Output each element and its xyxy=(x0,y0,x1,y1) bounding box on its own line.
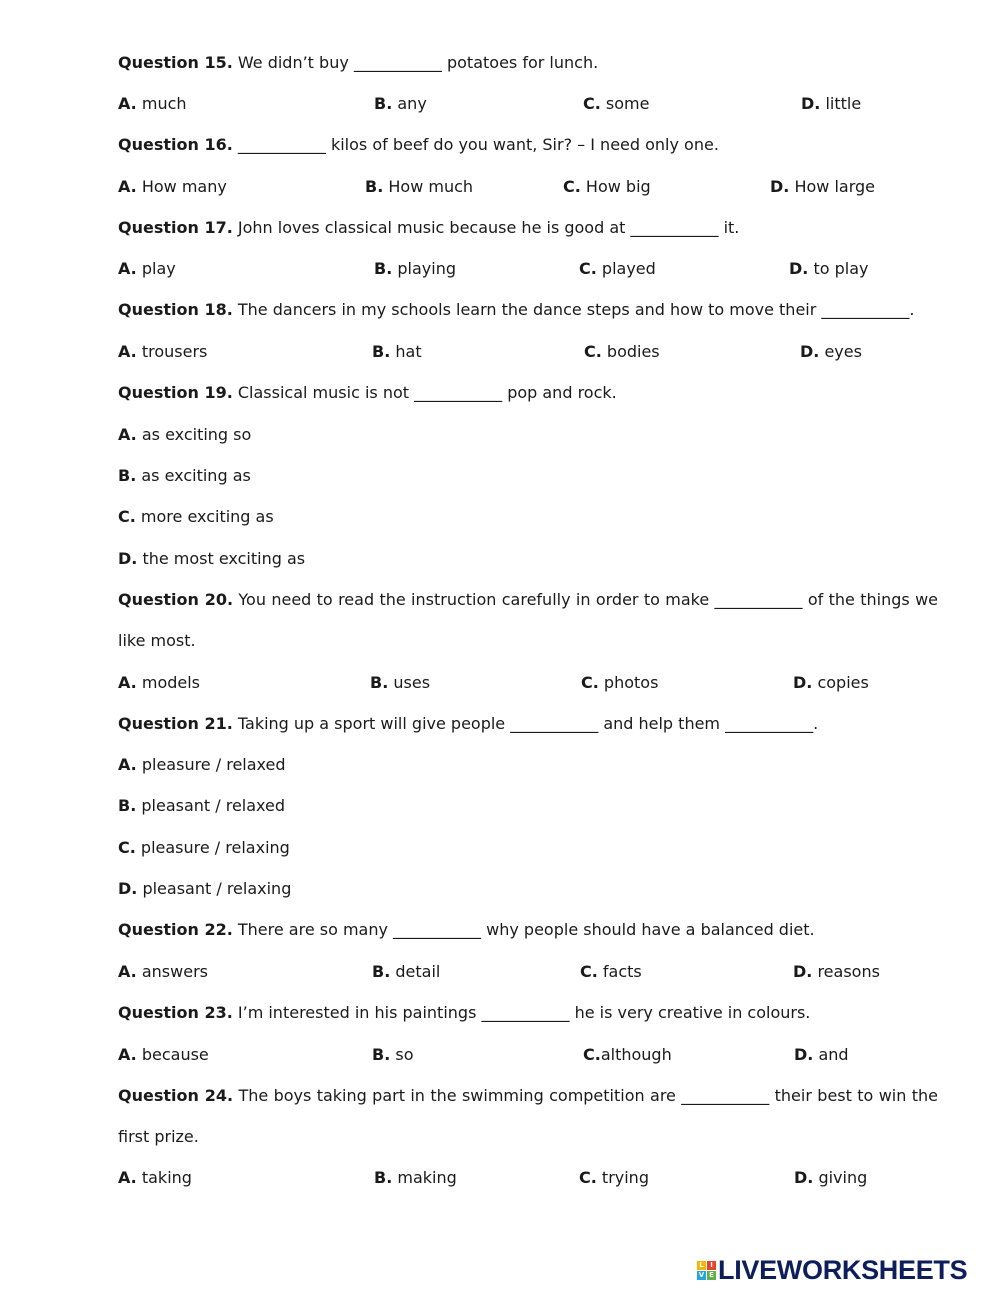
question-text: You need to read the instruction carefully in order to make ___________ of the things we xyxy=(233,590,939,609)
option-text: much xyxy=(136,94,187,113)
option-text: detail xyxy=(390,962,441,981)
option-letter: B. xyxy=(372,962,391,981)
option-letter: C. xyxy=(580,962,598,981)
question-label: Question 19. xyxy=(118,383,233,402)
question-label: Question 18. xyxy=(118,300,233,319)
option-letter: A. xyxy=(118,94,137,113)
option-a[interactable] xyxy=(118,1045,209,1065)
option-letter: D. xyxy=(793,962,813,981)
option-letter: C. xyxy=(579,1168,597,1187)
option-a[interactable] xyxy=(118,342,207,362)
option-letter: A. xyxy=(118,755,137,774)
logo-block-i: I xyxy=(707,1261,716,1270)
option-c[interactable] xyxy=(580,962,642,982)
question-label: Question 17. xyxy=(118,218,233,237)
option-b[interactable] xyxy=(365,177,473,197)
option-text: play xyxy=(136,259,176,278)
option-letter: D. xyxy=(801,94,821,113)
question-label: Question 22. xyxy=(118,920,233,939)
option-letter: A. xyxy=(118,177,137,196)
option-letter: A. xyxy=(118,673,137,692)
question-text: Taking up a sport will give people ___________ and help them ___________. xyxy=(232,714,819,733)
option-text: making xyxy=(392,1168,457,1187)
option-letter: B. xyxy=(365,177,384,196)
option-d[interactable] xyxy=(794,1168,867,1188)
option-c[interactable] xyxy=(118,838,290,858)
option-d[interactable] xyxy=(770,177,875,197)
logo-block-v: V xyxy=(698,1270,705,1279)
question-15 xyxy=(118,53,938,73)
option-text: and xyxy=(813,1045,849,1064)
question-24 xyxy=(118,1086,938,1106)
option-text: photos xyxy=(598,673,659,692)
option-text: hat xyxy=(390,342,422,361)
option-a[interactable] xyxy=(118,177,227,197)
option-b[interactable] xyxy=(372,342,422,362)
question-18 xyxy=(118,300,938,320)
option-c[interactable] xyxy=(583,1045,672,1065)
option-a[interactable] xyxy=(118,673,200,693)
option-d[interactable] xyxy=(789,259,868,279)
question-text: Classical music is not ___________ pop and rock. xyxy=(232,383,617,402)
option-letter: D. xyxy=(793,673,813,692)
option-text: played xyxy=(596,259,656,278)
option-b[interactable] xyxy=(374,1168,457,1188)
question-text: We didn’t buy ___________ potatoes for lunch. xyxy=(232,53,599,72)
option-text: playing xyxy=(392,259,456,278)
option-letter: B. xyxy=(374,1168,393,1187)
option-d[interactable] xyxy=(801,94,861,114)
option-letter: C. xyxy=(118,507,136,526)
logo-block-e: E xyxy=(707,1271,716,1280)
option-letter: A. xyxy=(118,342,137,361)
option-letter: A. xyxy=(118,1168,137,1187)
option-text: giving xyxy=(813,1168,868,1187)
option-letter: C. xyxy=(118,838,136,857)
option-letter: B. xyxy=(374,94,393,113)
option-d[interactable] xyxy=(794,1045,849,1065)
option-letter: A. xyxy=(118,259,137,278)
question-label: Question 15. xyxy=(118,53,233,72)
option-text: pleasure / relaxed xyxy=(136,755,286,774)
option-letter: C. xyxy=(584,342,602,361)
option-c[interactable] xyxy=(118,507,274,527)
option-text: eyes xyxy=(819,342,862,361)
liveworksheets-logo xyxy=(697,1256,967,1284)
option-text: reasons xyxy=(812,962,880,981)
option-letter: B. xyxy=(118,466,137,485)
option-letter: D. xyxy=(800,342,820,361)
option-c[interactable] xyxy=(584,342,660,362)
option-text: as exciting as xyxy=(136,466,251,485)
question-label: Question 21. xyxy=(118,714,233,733)
question-21 xyxy=(118,714,938,734)
option-text: pleasure / relaxing xyxy=(135,838,290,857)
option-letter: D. xyxy=(794,1168,814,1187)
option-text: models xyxy=(136,673,201,692)
question-text: ___________ kilos of beef do you want, Sir? – I need only one. xyxy=(232,135,719,154)
option-c[interactable] xyxy=(579,1168,649,1188)
option-b[interactable] xyxy=(118,796,285,816)
option-letter: C. xyxy=(579,259,597,278)
option-text: copies xyxy=(812,673,869,692)
option-d[interactable] xyxy=(118,879,291,899)
option-c[interactable] xyxy=(581,673,658,693)
option-letter: D. xyxy=(794,1045,814,1064)
option-d[interactable] xyxy=(793,962,880,982)
option-text: How big xyxy=(580,177,651,196)
option-text: as exciting so xyxy=(136,425,252,444)
option-text: some xyxy=(600,94,650,113)
option-letter: B. xyxy=(118,796,137,815)
option-letter: C. xyxy=(563,177,581,196)
question-label: Question 20. xyxy=(118,590,234,609)
option-b[interactable] xyxy=(372,1045,414,1065)
logo-text: LIVEWORKSHEETS xyxy=(718,1254,968,1285)
option-b[interactable] xyxy=(118,466,251,486)
option-text: bodies xyxy=(601,342,660,361)
question-text: John loves classical music because he is good at ___________ it. xyxy=(232,218,740,237)
option-text: the most exciting as xyxy=(137,549,306,568)
option-letter: B. xyxy=(372,1045,391,1064)
question-text-continued: first prize. xyxy=(118,1127,199,1146)
option-text: How much xyxy=(383,177,474,196)
option-letter: D. xyxy=(118,879,138,898)
question-text: The dancers in my schools learn the dance steps and how to move their ___________. xyxy=(232,300,915,319)
option-letter: B. xyxy=(374,259,393,278)
question-text-continued: like most. xyxy=(118,631,196,650)
option-text: How many xyxy=(136,177,227,196)
question-17 xyxy=(118,218,938,238)
option-text: answers xyxy=(136,962,208,981)
option-text: although xyxy=(600,1045,672,1064)
option-b[interactable] xyxy=(372,962,440,982)
question-16 xyxy=(118,135,938,155)
option-letter: A. xyxy=(118,962,137,981)
option-letter: A. xyxy=(118,1045,137,1064)
option-text: because xyxy=(136,1045,209,1064)
option-text: trying xyxy=(596,1168,649,1187)
logo-blocks-icon xyxy=(697,1261,716,1280)
option-a[interactable] xyxy=(118,425,251,445)
option-text: facts xyxy=(597,962,642,981)
option-d[interactable] xyxy=(118,549,305,569)
option-d[interactable] xyxy=(800,342,862,362)
question-text: There are so many ___________ why people should have a balanced diet. xyxy=(232,920,815,939)
option-text: uses xyxy=(388,673,431,692)
option-text: more exciting as xyxy=(135,507,274,526)
option-text: trousers xyxy=(136,342,208,361)
logo-block-l: L xyxy=(697,1261,706,1270)
option-letter: A. xyxy=(118,425,137,444)
option-letter: B. xyxy=(370,673,389,692)
option-b[interactable] xyxy=(374,259,456,279)
option-text: any xyxy=(392,94,427,113)
option-letter: D. xyxy=(770,177,790,196)
option-b[interactable] xyxy=(374,94,427,114)
option-text: little xyxy=(820,94,862,113)
option-b[interactable] xyxy=(370,673,430,693)
option-d[interactable] xyxy=(793,673,869,693)
question-19 xyxy=(118,383,938,403)
option-a[interactable] xyxy=(118,755,286,775)
question-20 xyxy=(118,590,938,610)
option-letter: D. xyxy=(789,259,809,278)
question-text: The boys taking part in the swimming competition are ___________ their best to win the xyxy=(233,1086,939,1105)
option-letter: C. xyxy=(583,94,601,113)
option-letter: C. xyxy=(583,1045,601,1064)
option-text: taking xyxy=(136,1168,192,1187)
question-label: Question 23. xyxy=(118,1003,233,1022)
option-text: pleasant / relaxed xyxy=(136,796,286,815)
option-c[interactable] xyxy=(583,94,649,114)
option-letter: D. xyxy=(118,549,138,568)
question-text: I’m interested in his paintings ___________ he is very creative in colours. xyxy=(232,1003,811,1022)
option-a[interactable] xyxy=(118,1168,192,1188)
option-letter: C. xyxy=(581,673,599,692)
option-text: pleasant / relaxing xyxy=(137,879,292,898)
option-text: How large xyxy=(789,177,875,196)
option-c[interactable] xyxy=(579,259,656,279)
option-c[interactable] xyxy=(563,177,651,197)
option-a[interactable] xyxy=(118,94,187,114)
option-letter: B. xyxy=(372,342,391,361)
option-text: to play xyxy=(808,259,869,278)
option-text: so xyxy=(390,1045,414,1064)
option-a[interactable] xyxy=(118,962,208,982)
question-label: Question 24. xyxy=(118,1086,234,1105)
question-label: Question 16. xyxy=(118,135,233,154)
question-22 xyxy=(118,920,938,940)
option-a[interactable] xyxy=(118,259,176,279)
question-23 xyxy=(118,1003,938,1023)
